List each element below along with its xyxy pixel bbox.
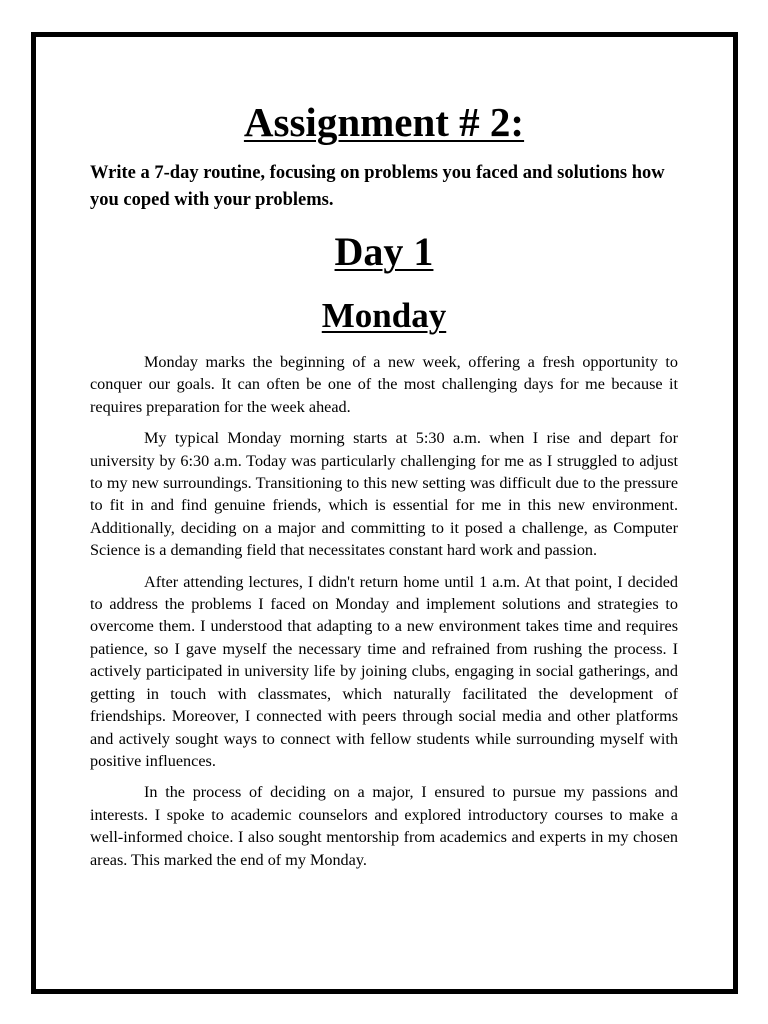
assignment-prompt: Write a 7-day routine, focusing on problems you faced and solutions how you coped with your problems. [90,163,665,210]
day-heading: Day 1 [334,229,434,274]
paragraph-solutions: After attending lectures, I didn't return home until 1 a.m. At that point, I decided to address the problems I faced on Monday and implement solutions and strategies to overcome them. I understood that adapting to a new environment takes time and requires patience, so I gave myself the necessary time and refrained from rushing the process. I actively participated in university life by joining clubs, engaging in social gatherings, and getting in touch with classmates, which naturally facilitated the development of friendships. Moreover, I connected with peers through social media and other platforms and actively sought ways to connect with fellow students while surrounding myself with positive influences. [90,572,678,770]
paragraph-major-decision: In the process of deciding on a major, I ensured to pursue my passions and interests. I spoke to academic counselors and explored introductory courses to make a well-informed choice. I also sought mentorship from academics and experts in my chosen areas. This marked the end of my Monday. [90,783,678,869]
paragraph-intro: Monday marks the beginning of a new week, offering a fresh opportunity to conquer our goals. It can often be one of the most challenging days for me because it requires preparation for the week ahead. [90,353,678,416]
body-text [90,351,678,880]
weekday-heading: Monday [321,296,447,335]
paragraph-morning-challenges: My typical Monday morning starts at 5:30 a.m. when I rise and depart for university by 6:30 a.m. Today was particularly challenging for me as I struggled to adjust to my new surroundings. Transitioning to this new setting was difficult due to the pressure to fit in and find genuine friends, which is essential for me in this new environment. Additionally, deciding on a major and committing to it posed a challenge, as Computer Science is a demanding field that necessitates constant hard work and passion. [90,429,678,560]
assignment-title: Assignment # 2: [243,99,525,145]
